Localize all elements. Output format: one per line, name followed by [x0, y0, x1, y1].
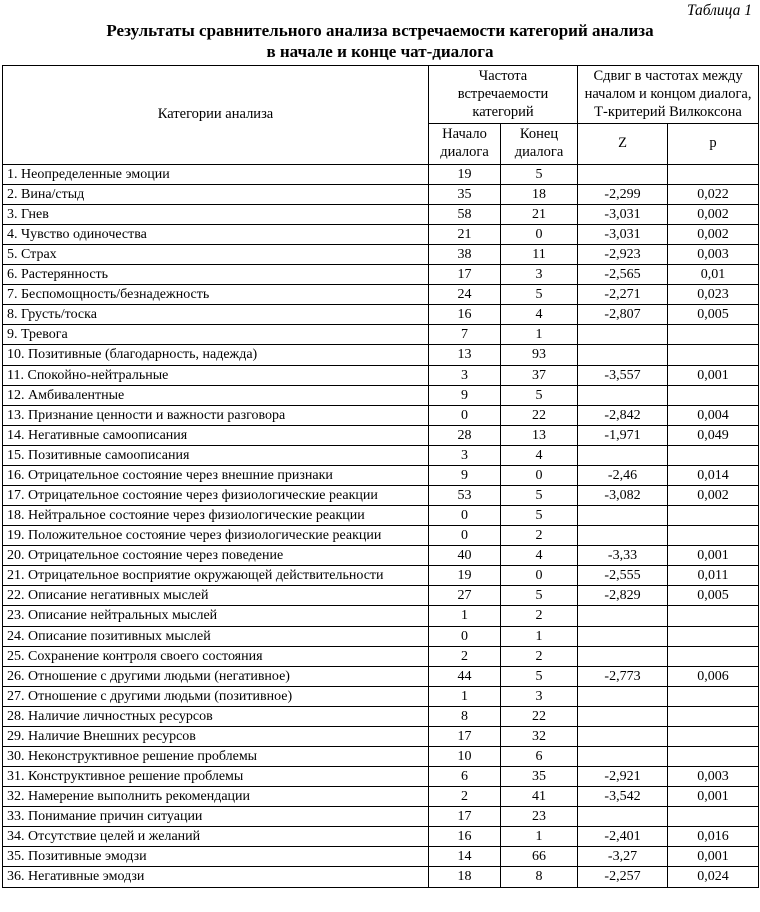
category-cell: 12. Амбивалентные — [3, 385, 429, 405]
table-row — [3, 485, 759, 505]
start-value-cell: 35 — [429, 184, 501, 204]
table-row — [3, 224, 759, 244]
z-value-cell — [578, 726, 668, 746]
category-cell: 9. Тревога — [3, 325, 429, 345]
table-row — [3, 184, 759, 204]
start-value-cell: 21 — [429, 224, 501, 244]
end-value-cell: 4 — [501, 305, 578, 325]
header-categories: Категории анализа — [3, 66, 429, 164]
table-header — [3, 66, 759, 164]
start-value-cell: 0 — [429, 526, 501, 546]
p-value-cell: 0,01 — [668, 265, 759, 285]
start-value-cell: 17 — [429, 726, 501, 746]
z-value-cell — [578, 445, 668, 465]
start-value-cell: 9 — [429, 385, 501, 405]
table-row — [3, 365, 759, 385]
z-value-cell: -3,557 — [578, 365, 668, 385]
start-value-cell: 0 — [429, 506, 501, 526]
start-value-cell: 1 — [429, 686, 501, 706]
z-value-cell: -3,542 — [578, 787, 668, 807]
end-value-cell: 41 — [501, 787, 578, 807]
z-value-cell — [578, 526, 668, 546]
header-shift-group: Сдвиг в частотах между началом и концом диалога, Т-критерий Вилкоксона — [578, 66, 759, 124]
table-row — [3, 265, 759, 285]
category-cell: 24. Описание позитивных мыслей — [3, 626, 429, 646]
start-value-cell: 53 — [429, 485, 501, 505]
start-value-cell: 13 — [429, 345, 501, 365]
start-value-cell: 14 — [429, 847, 501, 867]
end-value-cell: 32 — [501, 726, 578, 746]
category-cell: 28. Наличие личностных ресурсов — [3, 706, 429, 726]
end-value-cell: 93 — [501, 345, 578, 365]
start-value-cell: 38 — [429, 245, 501, 265]
z-value-cell — [578, 606, 668, 626]
p-value-cell: 0,004 — [668, 405, 759, 425]
p-value-cell: 0,002 — [668, 224, 759, 244]
p-value-cell — [668, 626, 759, 646]
p-value-cell — [668, 506, 759, 526]
p-value-cell: 0,049 — [668, 425, 759, 445]
header-frequency-group: Частота встречаемости категорий — [429, 66, 578, 124]
z-value-cell: -2,299 — [578, 184, 668, 204]
category-cell: 20. Отрицательное состояние через поведение — [3, 546, 429, 566]
category-cell: 23. Описание нейтральных мыслей — [3, 606, 429, 626]
table-row — [3, 666, 759, 686]
table-row — [3, 767, 759, 787]
start-value-cell: 0 — [429, 626, 501, 646]
start-value-cell: 2 — [429, 787, 501, 807]
table-row — [3, 204, 759, 224]
z-value-cell: -2,257 — [578, 867, 668, 887]
start-value-cell: 18 — [429, 867, 501, 887]
p-value-cell: 0,002 — [668, 204, 759, 224]
p-value-cell — [668, 606, 759, 626]
start-value-cell: 8 — [429, 706, 501, 726]
end-value-cell: 35 — [501, 767, 578, 787]
start-value-cell: 16 — [429, 827, 501, 847]
end-value-cell: 1 — [501, 325, 578, 345]
start-value-cell: 3 — [429, 365, 501, 385]
table-row — [3, 787, 759, 807]
end-value-cell: 6 — [501, 746, 578, 766]
start-value-cell: 40 — [429, 546, 501, 566]
header-p: p — [668, 124, 759, 164]
end-value-cell: 2 — [501, 526, 578, 546]
z-value-cell — [578, 807, 668, 827]
category-cell: 21. Отрицательное восприятие окружающей действительности — [3, 566, 429, 586]
p-value-cell: 0,022 — [668, 184, 759, 204]
table-row — [3, 164, 759, 184]
end-value-cell: 22 — [501, 405, 578, 425]
table-row — [3, 345, 759, 365]
category-cell: 11. Спокойно-нейтральные — [3, 365, 429, 385]
p-value-cell — [668, 164, 759, 184]
end-value-cell: 8 — [501, 867, 578, 887]
p-value-cell — [668, 686, 759, 706]
start-value-cell: 28 — [429, 425, 501, 445]
p-value-cell: 0,024 — [668, 867, 759, 887]
z-value-cell — [578, 706, 668, 726]
category-cell: 22. Описание негативных мыслей — [3, 586, 429, 606]
table-row — [3, 385, 759, 405]
start-value-cell: 44 — [429, 666, 501, 686]
end-value-cell: 37 — [501, 365, 578, 385]
end-value-cell: 0 — [501, 224, 578, 244]
table-row — [3, 305, 759, 325]
table-body — [3, 164, 759, 887]
p-value-cell — [668, 345, 759, 365]
table-row — [3, 445, 759, 465]
start-value-cell: 10 — [429, 746, 501, 766]
end-value-cell: 5 — [501, 385, 578, 405]
end-value-cell: 0 — [501, 566, 578, 586]
start-value-cell: 19 — [429, 164, 501, 184]
z-value-cell: -2,773 — [578, 666, 668, 686]
table-row — [3, 586, 759, 606]
end-value-cell: 5 — [501, 485, 578, 505]
z-value-cell: -2,921 — [578, 767, 668, 787]
category-cell: 34. Отсутствие целей и желаний — [3, 827, 429, 847]
p-value-cell — [668, 325, 759, 345]
start-value-cell: 3 — [429, 445, 501, 465]
end-value-cell: 1 — [501, 626, 578, 646]
z-value-cell: -3,082 — [578, 485, 668, 505]
table-row — [3, 566, 759, 586]
start-value-cell: 24 — [429, 285, 501, 305]
start-value-cell: 1 — [429, 606, 501, 626]
p-value-cell — [668, 526, 759, 546]
end-value-cell: 3 — [501, 265, 578, 285]
table-row — [3, 606, 759, 626]
z-value-cell: -3,031 — [578, 204, 668, 224]
z-value-cell: -2,555 — [578, 566, 668, 586]
p-value-cell — [668, 646, 759, 666]
category-cell: 36. Негативные эмодзи — [3, 867, 429, 887]
table-row — [3, 807, 759, 827]
end-value-cell: 5 — [501, 285, 578, 305]
p-value-cell: 0,014 — [668, 465, 759, 485]
category-cell: 4. Чувство одиночества — [3, 224, 429, 244]
table-row — [3, 465, 759, 485]
category-cell: 33. Понимание причин ситуации — [3, 807, 429, 827]
end-value-cell: 11 — [501, 245, 578, 265]
p-value-cell: 0,001 — [668, 787, 759, 807]
end-value-cell: 66 — [501, 847, 578, 867]
category-cell: 13. Признание ценности и важности разговора — [3, 405, 429, 425]
table-row — [3, 746, 759, 766]
z-value-cell: -2,923 — [578, 245, 668, 265]
p-value-cell: 0,001 — [668, 546, 759, 566]
end-value-cell: 23 — [501, 807, 578, 827]
table-row — [3, 506, 759, 526]
category-cell: 17. Отрицательное состояние через физиологические реакции — [3, 485, 429, 505]
p-value-cell: 0,001 — [668, 365, 759, 385]
p-value-cell: 0,002 — [668, 485, 759, 505]
z-value-cell: -3,27 — [578, 847, 668, 867]
end-value-cell: 4 — [501, 546, 578, 566]
start-value-cell: 0 — [429, 405, 501, 425]
table-row — [3, 626, 759, 646]
end-value-cell: 0 — [501, 465, 578, 485]
category-cell: 35. Позитивные эмодзи — [3, 847, 429, 867]
category-cell: 26. Отношение с другими людьми (негативное) — [3, 666, 429, 686]
end-value-cell: 13 — [501, 425, 578, 445]
end-value-cell: 5 — [501, 164, 578, 184]
z-value-cell: -2,565 — [578, 265, 668, 285]
end-value-cell: 5 — [501, 666, 578, 686]
z-value-cell: -3,031 — [578, 224, 668, 244]
z-value-cell: -2,842 — [578, 405, 668, 425]
header-start-dialog: Начало диалога — [429, 124, 501, 164]
z-value-cell — [578, 385, 668, 405]
table-row — [3, 686, 759, 706]
category-cell: 25. Сохранение контроля своего состояния — [3, 646, 429, 666]
table-row — [3, 726, 759, 746]
start-value-cell: 19 — [429, 566, 501, 586]
end-value-cell: 5 — [501, 586, 578, 606]
table-row — [3, 706, 759, 726]
category-cell: 30. Неконструктивное решение проблемы — [3, 746, 429, 766]
z-value-cell — [578, 506, 668, 526]
end-value-cell: 1 — [501, 827, 578, 847]
p-value-cell — [668, 445, 759, 465]
z-value-cell: -2,271 — [578, 285, 668, 305]
z-value-cell — [578, 626, 668, 646]
category-cell: 16. Отрицательное состояние через внешние признаки — [3, 465, 429, 485]
category-cell: 3. Гнев — [3, 204, 429, 224]
p-value-cell: 0,005 — [668, 586, 759, 606]
table-row — [3, 867, 759, 887]
category-cell: 10. Позитивные (благодарность, надежда) — [3, 345, 429, 365]
p-value-cell: 0,003 — [668, 767, 759, 787]
table-row — [3, 546, 759, 566]
start-value-cell: 9 — [429, 465, 501, 485]
table-row — [3, 325, 759, 345]
category-cell: 29. Наличие Внешних ресурсов — [3, 726, 429, 746]
table-row — [3, 827, 759, 847]
category-cell: 19. Положительное состояние через физиологические реакции — [3, 526, 429, 546]
z-value-cell: -1,971 — [578, 425, 668, 445]
header-z: Z — [578, 124, 668, 164]
p-value-cell: 0,016 — [668, 827, 759, 847]
z-value-cell: -2,46 — [578, 465, 668, 485]
p-value-cell — [668, 726, 759, 746]
table-title — [0, 21, 760, 62]
z-value-cell — [578, 164, 668, 184]
results-table — [2, 65, 759, 887]
p-value-cell: 0,001 — [668, 847, 759, 867]
category-cell: 18. Нейтральное состояние через физиологические реакции — [3, 506, 429, 526]
table-title-line2: в начале и конце чат-диалога — [266, 41, 494, 61]
p-value-cell: 0,011 — [668, 566, 759, 586]
end-value-cell: 21 — [501, 204, 578, 224]
end-value-cell: 22 — [501, 706, 578, 726]
category-cell: 5. Страх — [3, 245, 429, 265]
p-value-cell — [668, 807, 759, 827]
end-value-cell: 4 — [501, 445, 578, 465]
category-cell: 27. Отношение с другими людьми (позитивное) — [3, 686, 429, 706]
start-value-cell: 16 — [429, 305, 501, 325]
end-value-cell: 2 — [501, 646, 578, 666]
table-row — [3, 425, 759, 445]
z-value-cell — [578, 686, 668, 706]
p-value-cell — [668, 385, 759, 405]
category-cell: 2. Вина/стыд — [3, 184, 429, 204]
category-cell: 8. Грусть/тоска — [3, 305, 429, 325]
table-number-label: Таблица 1 — [686, 2, 752, 19]
z-value-cell: -2,807 — [578, 305, 668, 325]
table-row — [3, 646, 759, 666]
z-value-cell — [578, 646, 668, 666]
category-cell: 15. Позитивные самоописания — [3, 445, 429, 465]
z-value-cell: -2,401 — [578, 827, 668, 847]
table-row — [3, 847, 759, 867]
category-cell: 6. Растерянность — [3, 265, 429, 285]
table-row — [3, 405, 759, 425]
p-value-cell: 0,005 — [668, 305, 759, 325]
header-end-dialog: Конец диалога — [501, 124, 578, 164]
start-value-cell: 27 — [429, 586, 501, 606]
category-cell: 7. Беспомощность/безнадежность — [3, 285, 429, 305]
category-cell: 1. Неопределенные эмоции — [3, 164, 429, 184]
end-value-cell: 2 — [501, 606, 578, 626]
end-value-cell: 5 — [501, 506, 578, 526]
end-value-cell: 3 — [501, 686, 578, 706]
start-value-cell: 17 — [429, 265, 501, 285]
table-row — [3, 526, 759, 546]
z-value-cell — [578, 325, 668, 345]
category-cell: 32. Намерение выполнить рекомендации — [3, 787, 429, 807]
start-value-cell: 2 — [429, 646, 501, 666]
p-value-cell: 0,003 — [668, 245, 759, 265]
end-value-cell: 18 — [501, 184, 578, 204]
start-value-cell: 6 — [429, 767, 501, 787]
category-cell: 14. Негативные самоописания — [3, 425, 429, 445]
header-row-groups — [3, 66, 759, 124]
p-value-cell — [668, 706, 759, 726]
p-value-cell: 0,006 — [668, 666, 759, 686]
category-cell: 31. Конструктивное решение проблемы — [3, 767, 429, 787]
z-value-cell: -3,33 — [578, 546, 668, 566]
z-value-cell — [578, 345, 668, 365]
start-value-cell: 17 — [429, 807, 501, 827]
table-row — [3, 285, 759, 305]
table-row — [3, 245, 759, 265]
start-value-cell: 58 — [429, 204, 501, 224]
table-title-line1: Результаты сравнительного анализа встречаемости категорий анализа — [106, 20, 654, 40]
z-value-cell — [578, 746, 668, 766]
p-value-cell: 0,023 — [668, 285, 759, 305]
z-value-cell: -2,829 — [578, 586, 668, 606]
start-value-cell: 7 — [429, 325, 501, 345]
p-value-cell — [668, 746, 759, 766]
